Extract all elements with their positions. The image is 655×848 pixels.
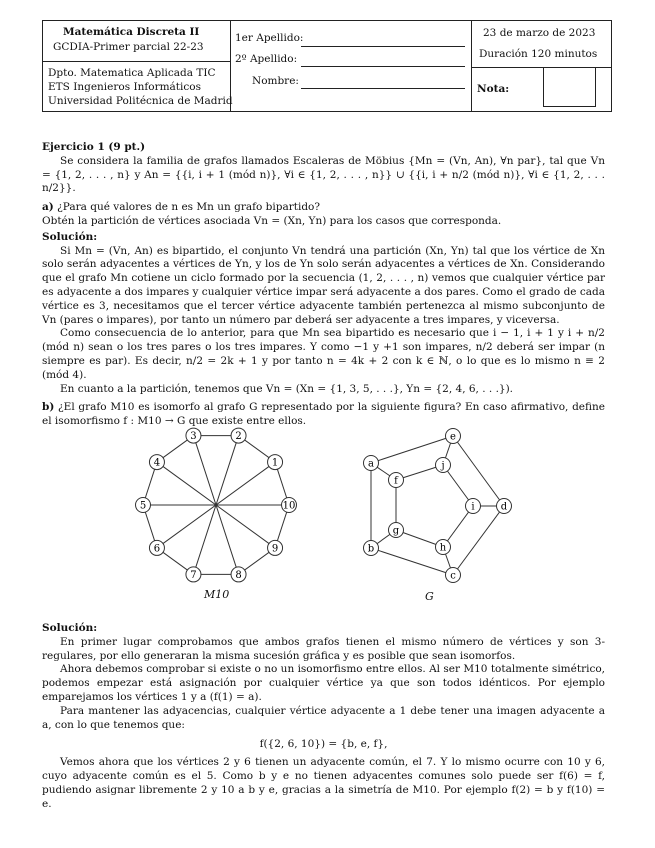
exam-date: 23 de marzo de 2023 bbox=[483, 27, 596, 39]
question-b: b) ¿El grafo M10 es isomorfo al grafo G representado por la siguiente figura? En caso afirmativo, define el isomorfismo f : M10 → G que existe entre ellos. bbox=[42, 401, 605, 428]
exercise-title: Ejercicio 1 (9 pt.) bbox=[42, 141, 146, 153]
exam-header bbox=[42, 20, 612, 112]
course-title: Matemática Discreta II bbox=[63, 26, 200, 38]
g-graph-body bbox=[364, 429, 512, 583]
nota-label: Nota: bbox=[477, 83, 510, 95]
solution-b-p3: Para mantener las adyacencias, cualquier vértice adyacente a 1 debe tener una imagen adyacente a a, con lo que tenemos que: bbox=[42, 704, 605, 731]
nota-box bbox=[543, 67, 596, 107]
g-vertex-label: i bbox=[471, 501, 475, 513]
g-graph bbox=[355, 422, 525, 587]
m10-graph-body bbox=[136, 428, 297, 582]
dept-line: Dpto. Matematica Aplicada TIC bbox=[48, 67, 216, 79]
solution-b-label: Solución: bbox=[42, 622, 98, 634]
apellido1-line bbox=[301, 46, 465, 47]
solution-b-p1: En primer lugar comprobamos que ambos grafos tienen el mismo número de vértices y son 3-regulares, por ello generaran la misma sucesión gráfica y es posible que sean isomorfos. bbox=[42, 635, 605, 662]
g-vertex-label: f bbox=[394, 475, 398, 487]
g-caption: G bbox=[425, 590, 434, 603]
course-subtitle: GCDIA-Primer parcial 22-23 bbox=[53, 41, 204, 53]
m10-caption: M10 bbox=[204, 588, 230, 601]
g-vertex-label: e bbox=[450, 431, 456, 443]
g-vertex-label: d bbox=[500, 501, 508, 513]
m10-vertex-label: 9 bbox=[271, 543, 279, 555]
equation: f({2, 6, 10}) = {b, e, f}, bbox=[259, 738, 388, 751]
m10-vertex-label: 5 bbox=[139, 500, 147, 512]
g-edge bbox=[453, 436, 504, 506]
header-divider bbox=[471, 21, 472, 111]
solution-a-p1: Si Mn = (Vn, An) es bipartido, el conjunto Vn tendrá una partición (Xn, Yn) tal que los vértice de Xn solo serán adyacentes a vértices de Yn, y los de Yn solo serán adyacentes a vértices de Xn. Considerando que el grafo Mn cotiene un ciclo formado por la secuencia (1, 2, . . . , n) vemos que cualquier vértice par es adyacente a dos impares y cualquier vértice impar será adyacente a dos pares. Como el grado de cada vértice es 3, necesitamos que el tercer vértice adyacente también pertenezca al mismo subconjunto de Vn (pares o impares), por tanto un número par deberá ser adyacente a tres impares, y viceversa. bbox=[42, 244, 605, 326]
solution-b-block bbox=[42, 622, 605, 811]
m10-vertex-label: 10 bbox=[282, 500, 296, 512]
nombre-label: Nombre: bbox=[252, 75, 299, 87]
solution-a-label: Solución: bbox=[42, 230, 98, 243]
m10-vertex-label: 8 bbox=[235, 569, 242, 581]
g-vertex-label: j bbox=[441, 460, 445, 472]
m10-graph bbox=[120, 420, 310, 590]
nombre-line bbox=[301, 88, 465, 89]
solution-a-p2: Como consecuencia de lo anterior, para que Mn sea bipartido es necesario que i − 1, i + 1 y i + n/2 (mód n) sean o los tres pares o los tres impares. Y como −1 y +1 son impares, n/2 deberá ser impar (n siempre es par). Es decir, n/2 = 2k + 1 y por tanto n = 4k + 2 con k ∈ ℕ, o lo que es lo mismo n ≡ 2 (mód 4). bbox=[42, 327, 605, 381]
g-vertex-label: h bbox=[439, 542, 447, 554]
m10-vertex-label: 7 bbox=[190, 569, 197, 581]
question-a-2: Obtén la partición de vértices asociada Vn = (Xn, Yn) para los casos que corresponda. bbox=[42, 214, 502, 227]
m10-vertex-label: 6 bbox=[153, 543, 161, 555]
solution-b-p4: Vemos ahora que los vértices 2 y 6 tienen un adyacente común, el 7. Y lo mismo ocurre con 10 y 6, cuyo adyacente común es el 5. Como b y e no tienen adyacentes comunes solo puede ser f(6) = f, pudiendo asignar libremente 2 y 10 a b y e, gracias a la simetría de M10. Por ejemplo f(2) = b y f(10) = e. bbox=[42, 756, 605, 810]
apellido2-label: 2º Apellido: bbox=[235, 53, 298, 65]
question-a: a) ¿Para qué valores de n es Mn un grafo bipartido? bbox=[42, 201, 320, 214]
g-edge bbox=[453, 506, 504, 575]
m10-vertex-label: 4 bbox=[153, 457, 161, 469]
dept-line: ETS Ingenieros Informáticos bbox=[48, 81, 201, 93]
g-vertex-label: a bbox=[368, 458, 374, 470]
solution-b-p2: Ahora debemos comprobar si existe o no un isomorfismo entre ellos. Al ser M10 totalmente simétrico, podemos empezar está asignación por cualquier vértice ya que son todos idénticos. Por ejemplo emparejamos los vértices 1 y a (f(1) = a). bbox=[42, 663, 605, 703]
g-vertex-label: c bbox=[450, 570, 456, 582]
g-vertex-label: b bbox=[367, 543, 375, 555]
dept-line: Universidad Politécnica de Madrid bbox=[48, 95, 233, 107]
apellido2-line bbox=[301, 66, 465, 67]
m10-vertex-label: 2 bbox=[235, 431, 242, 443]
g-vertex-label: g bbox=[392, 525, 400, 537]
m10-vertex-label: 3 bbox=[190, 431, 197, 443]
header-divider bbox=[43, 61, 230, 62]
exercise-block bbox=[42, 141, 605, 429]
m10-vertex-label: 1 bbox=[271, 457, 279, 469]
exam-duration: Duración 120 minutos bbox=[479, 48, 598, 60]
apellido1-label: 1er Apellido: bbox=[235, 32, 304, 44]
solution-a-p3: En cuanto a la partición, tenemos que Vn = (Xn = {1, 3, 5, . . .}, Yn = {2, 4, 6, . . .}). bbox=[60, 382, 514, 395]
exercise-intro: Se considera la familia de grafos llamados Escaleras de Möbius {Mn = (Vn, An), ∀n par}, tal que Vn = {1, 2, . . . , n} y An = {{i, i + 1 (mód n)}, ∀i ∈ {1, 2, . . . , n}} ∪ {{i, i + n/2 (mód n)}, ∀i ∈ {1, 2, . . . n/2}}. bbox=[42, 154, 605, 195]
